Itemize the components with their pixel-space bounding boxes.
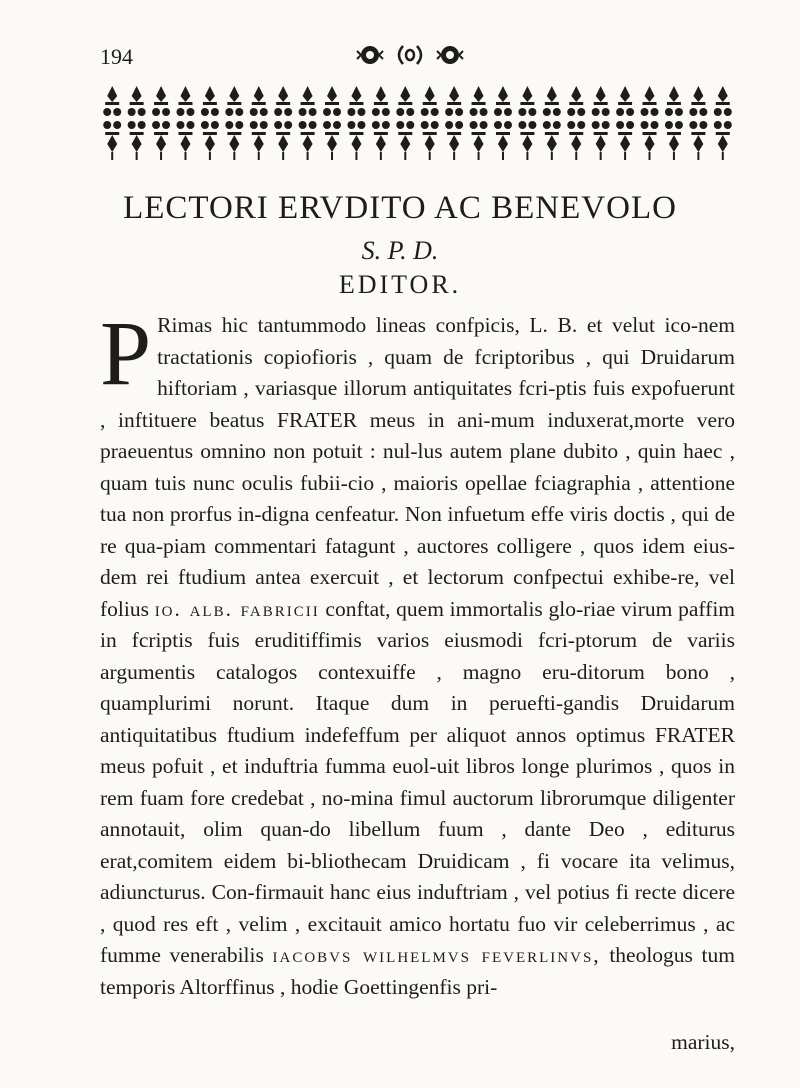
author-name-feuerlinus: iacobvs wilhelmvs feverlinvs,	[272, 943, 601, 967]
page-heading: LECTORI ERVDITO AC BENEVOLO	[123, 190, 677, 226]
author-name-fabricius: io. alb. fabricii	[154, 596, 320, 621]
author-line: EDITOR.	[338, 270, 462, 299]
text-part-3: theologus tum temporis Altorffinus , hodie Goettingenfis pri-	[100, 943, 736, 999]
page-number: 194	[100, 44, 133, 69]
decorative-band-icon	[100, 82, 735, 162]
salutation: S. P. D.	[361, 236, 439, 265]
text-part-2: conftat, quem immortalis glo-riae virum paffim in fcriptis fuis eruditiffimis varios eiusmodi fcri-ptorum de variis argumentis catalogos contexuiffe , magno eru-ditorum bono , quamplurimi norunt. Itaque dum in peruefti-gandis Druidarum antiquitatibus ftudium indefeffum per aliquot annos optimus FRATER meus pofuit , et induftria fumma euol-uit libros longe plurimos , quos in rem fuam fore credebat , no-mina fimul auctorum librorumque diligenter annotauit, olim quan-do libellum fuum , dante Deo , editurus erat,comitem eidem bi-bliothecam Druidicam , fi vocare ita velimus, adiuncturus. Con-firmauit hanc eius induftriam , vel potius fi recte dicere , quod res eft , velim , excitauit amico hortatu fuo vir celeberrimus , ac fumme venerabilis	[100, 596, 736, 967]
fleuron-ornament-icon	[355, 40, 465, 70]
catchword: marius,	[671, 1030, 735, 1054]
text-part-1: Rimas hic tantummodo lineas confpicis, L. B. et velut ico-nem tractationis copiofioris , quam de fcriptoribus , qui Druidarum hiftoriam , variasque illorum antiquitates fcri-ptis fuis expofuerunt , inftituere beatus FRATER meus in ani-mum induxerat,morte vero praeuentus omnino non potuit : nul-lus autem plane dubito , quin haec , quam tuis nunc oculis fubii-cio , maioris opellae fciagraphia , attentione tua non prorfus in-digna cenfeatur. Non infuetum effe viris doctis , qui de re qua-piam commentari fatagunt , auctores colligere , quos idem eius-dem rei ftudium antea exercuit , et lectorum confpectui exhibe-re, vel folius	[100, 313, 735, 621]
body-text	[100, 302, 736, 1003]
drop-cap: P	[100, 302, 152, 404]
